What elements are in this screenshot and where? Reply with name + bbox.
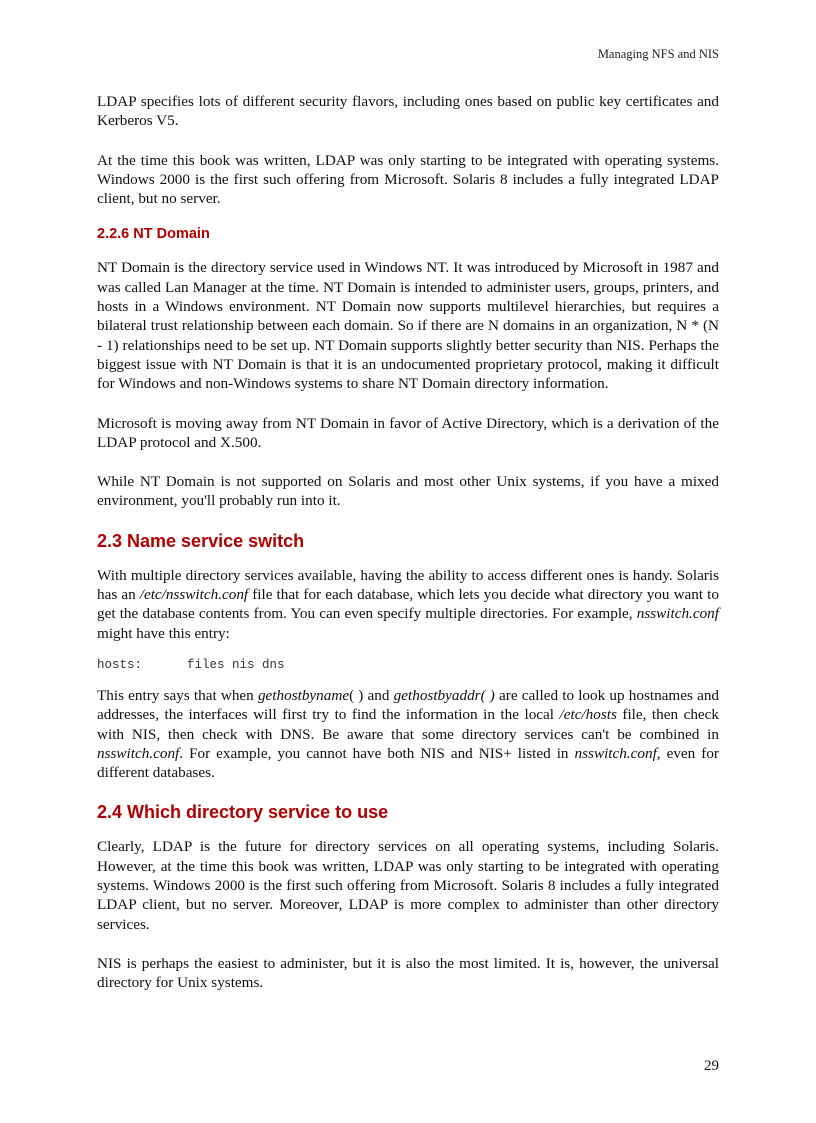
paragraph-ldap-security: LDAP specifies lots of different security flavors, including ones based on public key certificates and Kerberos V5. bbox=[97, 93, 719, 130]
code-sample-hosts-entry: hosts: files nis dns bbox=[97, 657, 285, 672]
running-header: Managing NFS and NIS bbox=[597, 47, 719, 61]
filename-nsswitch: nsswitch.conf bbox=[636, 605, 719, 623]
paragraph-nsswitch-explanation: This entry says that when gethostbyname( ) and gethostbyaddr( ) are called to look up hostnames and addresses, the interfaces will first try to find the information in the local /etc/hosts file, then check with NIS, then check with DNS. Be aware that some directory services can't be combined in nsswitch.conf. For example, you cannot have both NIS and NIS+ listed in nsswitch.conf, even for different databases. bbox=[97, 686, 720, 782]
paragraph-nsswitch-intro: With multiple directory services available, having the ability to access different ones is handy. Solaris has an /etc/nsswitch.conf file that for each database, which lets you decide what directory you want to get the database contents from. You can even specify multiple directories. For example, nsswitch.conf might have this entry: bbox=[97, 566, 719, 642]
section-heading-nt-domain: 2.2.6 NT Domain bbox=[97, 226, 210, 243]
paragraph-nt-domain-intro: NT Domain is the directory service used in Windows NT. It was introduced by Microsoft in 1987 and was called Lan Manager at the time. NT Domain is intended to administer users, groups, printers, and hosts in a Windows environment. NT Domain now supports multilevel hierarchies, but requires a bilateral trust relationship between each domain. So if there are N domains in an organization, N * (N - 1) relationships need to be set up. NT Domain supports slightly better security than NIS. Perhaps the biggest issue with NT Domain is that it is an undocumented proprietary protocol, making it difficult for Windows and non-Windows systems to share NT Domain directory information. bbox=[97, 259, 719, 393]
section-heading-which-directory-service: 2.4 Which directory service to use bbox=[97, 802, 389, 823]
filename-nsswitch: nsswitch.conf, bbox=[574, 744, 661, 762]
paragraph-nis-easiest: NIS is perhaps the easiest to administer, but it is also the most limited. It is, however, the universal directory for Unix systems. bbox=[97, 954, 719, 992]
page-content bbox=[97, 92, 719, 993]
section-heading-name-service-switch: 2.3 Name service switch bbox=[97, 530, 305, 551]
function-gethostbyaddr: gethostbyaddr( ) bbox=[393, 686, 495, 704]
paragraph-nt-domain-solaris: While NT Domain is not supported on Solaris and most other Unix systems, if you have a mixed environment, you'll probably run into it. bbox=[97, 473, 719, 510]
function-gethostbyname: gethostbyname bbox=[257, 686, 350, 704]
paragraph-nt-domain-active-directory: Microsoft is moving away from NT Domain in favor of Active Directory, which is a derivation of the LDAP protocol and X.500. bbox=[97, 414, 719, 451]
page-number: 29 bbox=[704, 1058, 719, 1074]
paragraph-ldap-integration: At the time this book was written, LDAP was only starting to be integrated with operating systems. Windows 2000 is the first such offering from Microsoft. Solaris 8 includes a fully integrated LDAP client, but no server. bbox=[97, 151, 719, 208]
filename-nsswitch: nsswitch.conf bbox=[97, 744, 180, 762]
filename-nsswitch-path: /etc/nsswitch.conf bbox=[139, 586, 249, 604]
filename-etc-hosts: /etc/hosts bbox=[559, 706, 617, 724]
paragraph-ldap-future: Clearly, LDAP is the future for directory services on all operating systems, including Solaris. However, at the time this book was written, LDAP was only starting to be integrated with operating systems. Windows 2000 is the first such offering from Microsoft. Solaris 8 includes a fully integrated LDAP client, but no server. Moreover, LDAP is more complex to administer than other directory services. bbox=[97, 838, 719, 933]
